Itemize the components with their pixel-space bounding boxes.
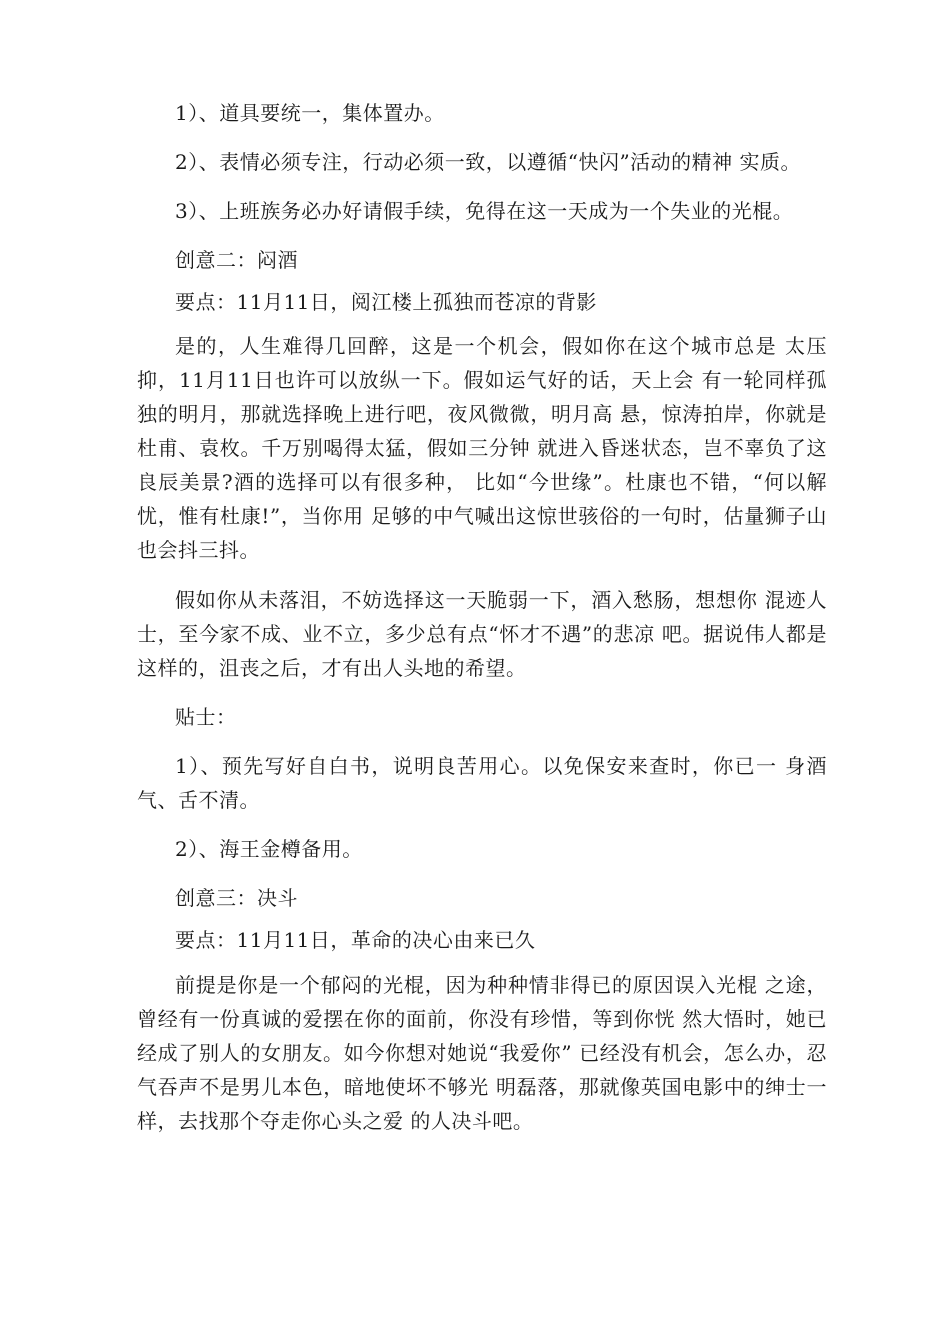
section-heading-tips: 贴士： [175, 705, 237, 729]
paragraph-tip-confession: 1）、预先写好自白书，说明良苦用心。以免保安来查时，你已一 身酒气、舌不清。 [137, 754, 827, 812]
paragraph-key-point-three: 要点：11月11日，革命的决心由来已久 [175, 928, 536, 952]
paragraph-body-duel: 前提是你是一个郁闷的光棍，因为种种情非得已的原因误入光棍 之途，曾经有一份真诚的爱摆在你的面前，你没有珍惜，等到你恍 然大悟时，她已经成了别人的女朋友。如今你想对她说“我爱你” 已经没有机会，怎么办，忍气吞声不是男儿本色，暗地使坏不够光 明磊落，那就像英国电影中的绅士一样，去找那个夺走你心头之爱 的人决斗吧。 [137, 973, 827, 1133]
paragraph-body-drinking: 是的，人生难得几回醉，这是一个机会，假如你在这个城市总是 太压抑，11月11日也许可以放纵一下。假如运气好的话，天上会 有一轮同样孤独的明月，那就选择晚上进行吧，夜风微微，明月高 悬，惊涛拍岸，你就是杜甫、袁枚。千万别喝得太猛，假如三分钟 就进入昏迷状态，岂不辜负了这良辰美景?酒的选择可以有很多种， 比如“今世缘”。杜康也不错，“何以解忧，惟有杜康!”，当你用 足够的中气喊出这惊世骇俗的一句时，估量狮子山也会抖三抖。 [137, 334, 827, 562]
document-body [137, 96, 827, 1138]
paragraph-key-point-two: 要点：11月11日，阅江楼上孤独而苍凉的背影 [175, 290, 597, 314]
paragraph-body-tears: 假如你从未落泪，不妨选择这一天脆弱一下，酒入愁肠，想想你 混迹人士，至今家不成、业不立，多少总有点“怀才不遇”的悲凉 吧。据说伟人都是这样的，沮丧之后，才有出人头地的希望。 [137, 588, 827, 680]
paragraph-tip-props: 1）、道具要统一，集体置办。 [175, 101, 445, 125]
paragraph-tip-leave: 3）、上班族务必办好请假手续，免得在这一天成为一个失业的光棍。 [175, 199, 794, 223]
section-heading-idea-three: 创意三：决斗 [175, 886, 298, 910]
paragraph-tip-expression: 2）、表情必须专注，行动必须一致，以遵循“快闪”活动的精神 实质。 [175, 150, 802, 174]
paragraph-tip-backup: 2）、海王金樽备用。 [175, 837, 363, 861]
section-heading-idea-two: 创意二：闷酒 [175, 248, 298, 272]
